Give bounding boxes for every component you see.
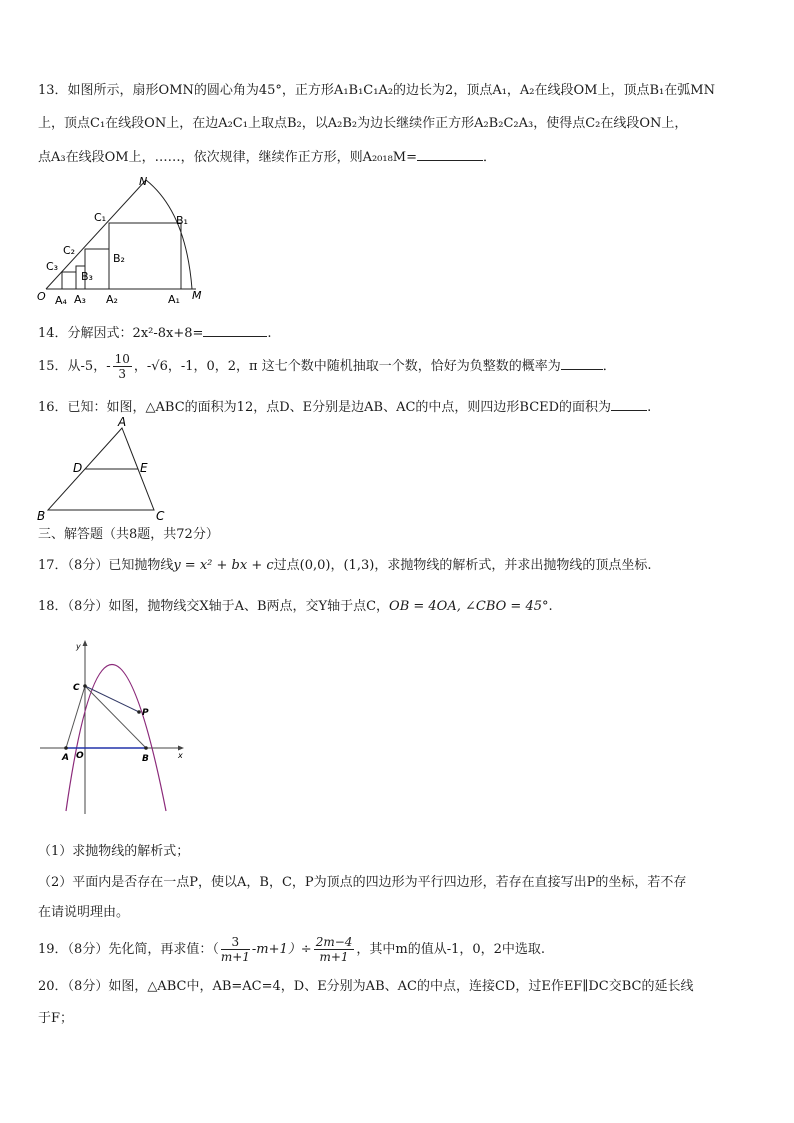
q15-prefix: 15．从-5，- (38, 359, 111, 374)
q15-frac-den: 3 (118, 367, 127, 381)
point-p-dot (137, 710, 141, 714)
arc-mn (146, 180, 192, 289)
label-n: N (139, 175, 148, 188)
label-a1: A₁ (168, 293, 180, 306)
label-y: y (76, 642, 81, 651)
label-p: P (142, 708, 149, 718)
label-b3: B₃ (81, 270, 93, 283)
q16-text: 16．已知：如图，△ABC的面积为12，点D、E分别是边AB、AC的中点，则四边形BCED的面积为 (38, 400, 612, 415)
q14-text: 14．分解因式：2x²-8x+8= (38, 326, 204, 341)
q17-middle: 过点 (273, 558, 300, 573)
label-b: B (142, 754, 149, 764)
q13-line-3-end: ． (483, 150, 497, 165)
q17-formula: y = x² + bx + c (173, 558, 274, 573)
label-b2: B₂ (113, 252, 125, 265)
x-axis-arrow (178, 746, 184, 751)
segment-on (46, 180, 146, 289)
q19-line (38, 934, 545, 966)
q18-sub-2a: （2）平面内是否存在一点P，使以A，B，C，P为顶点的四边形为平行四边形，若存在直接写出P的坐标，若不存 (38, 875, 687, 890)
q14-answer-blank[interactable] (203, 322, 267, 337)
q19-f1-den: m+1 (220, 950, 250, 964)
label-x: x (178, 751, 183, 760)
q19-suffix: ，其中m的值从-1，0，2中选取. (356, 942, 546, 957)
q14-end: . (267, 326, 272, 341)
q19-fraction-2 (314, 935, 355, 964)
q19-prefix: 19．（8分）先化简，再求值：（ (38, 942, 219, 957)
q18-condition: OB = 4OA, ∠CBO = 45° (389, 599, 549, 614)
label-c3: C₃ (46, 260, 59, 273)
q15-fraction (113, 352, 132, 381)
label-b: B (37, 509, 46, 522)
label-c1: C₁ (94, 211, 107, 224)
square-4 (62, 272, 76, 289)
q13-sector-figure (36, 172, 216, 312)
label-o: O (37, 290, 46, 303)
q17-prefix: 17．（8分）已知抛物线 (38, 558, 174, 573)
q16-end: . (647, 400, 652, 415)
q18-sub-1: （1）求抛物线的解析式； (38, 844, 190, 859)
q19-mid: -m+1）÷ (251, 942, 312, 957)
q17-sep: ， (330, 558, 344, 573)
segment-ac (66, 686, 85, 748)
label-a: A (62, 753, 69, 763)
point-c-dot (83, 684, 87, 688)
label-c2: C₂ (63, 244, 76, 257)
q13-line-1: 13．如图所示，扇形OMN的圆心角为45°，正方形A₁B₁C₁A₂的边长为2，顶点A₁，A₂在线段OM上，顶点B₁在弧MN (38, 83, 715, 98)
q13-line-2: 上，顶点C₁在线段ON上，在边A₂C₁上取点B₂，以A₂B₂为边长继续作正方形A₂B₂C₂A₃，使得点C₂在线段ON上， (38, 116, 688, 131)
q13-line-3 (38, 146, 496, 167)
q20-line-1: 20．（8分）如图，△ABC中，AB=AC=4，D、E分别为AB、AC的中点，连接CD，过E作EF∥DC交BC的延长线 (38, 979, 694, 994)
q20-line-2: 于F； (38, 1011, 74, 1026)
point-b-dot (144, 746, 148, 750)
q19-f2-num: 2m−4 (315, 935, 353, 949)
q15-sqrt: ，-√6 (133, 359, 168, 374)
label-a: A (118, 416, 127, 429)
segment-cb (85, 686, 146, 748)
q15-suffix: ，-1，0，2，π 这七个数中随机抽取一个数，恰好为负整数的概率为 (167, 359, 561, 374)
y-axis-arrow (83, 640, 88, 646)
q17-point-1: (0,0) (299, 558, 331, 573)
label-o: O (76, 751, 84, 761)
q16-answer-blank[interactable] (611, 396, 647, 411)
q13-answer-blank[interactable] (417, 146, 483, 161)
label-m: M (192, 289, 202, 302)
q18-parabola-figure (36, 636, 196, 816)
label-c: C (73, 683, 80, 693)
label-d: D (73, 461, 83, 475)
label-a2: A₂ (106, 293, 118, 306)
q17-point-2: (1,3) (343, 558, 375, 573)
q17-suffix: ，求抛物线的解析式，并求出抛物线的顶点坐标. (374, 558, 652, 573)
label-a4: A₄ (55, 294, 67, 307)
label-a3: A₃ (74, 293, 86, 306)
q16-triangle-figure (34, 416, 184, 522)
q13-line-3-text: 点A₃在线段OM上，……，依次规律，继续作正方形，则A₂₀₁₈M= (38, 150, 418, 165)
q18-line (38, 598, 553, 616)
q16-line (38, 396, 651, 417)
label-b1: B₁ (176, 214, 188, 227)
label-e: E (140, 461, 148, 475)
q15-line (38, 352, 616, 382)
square-2 (85, 249, 109, 289)
q15-frac-num: 10 (114, 352, 130, 366)
segment-cp (85, 686, 139, 712)
q15-end: ． (602, 359, 616, 374)
q19-f2-den: m+1 (319, 950, 349, 964)
q19-fraction-1 (221, 935, 250, 964)
q14-line (38, 322, 272, 343)
q17-line (38, 557, 651, 575)
q18-end: . (548, 599, 553, 614)
point-a-dot (64, 746, 68, 750)
q18-prefix: 18．（8分）如图，抛物线交X轴于A、B两点，交Y轴于点C， (38, 599, 390, 614)
q18-sub-2b: 在请说明理由。 (38, 905, 130, 920)
label-c: C (156, 509, 165, 522)
section-heading: 三、解答题（共8题，共72分） (38, 527, 219, 542)
q15-answer-blank[interactable] (561, 355, 603, 370)
parabola-curve (66, 665, 166, 812)
q19-f1-num: 3 (221, 935, 250, 950)
